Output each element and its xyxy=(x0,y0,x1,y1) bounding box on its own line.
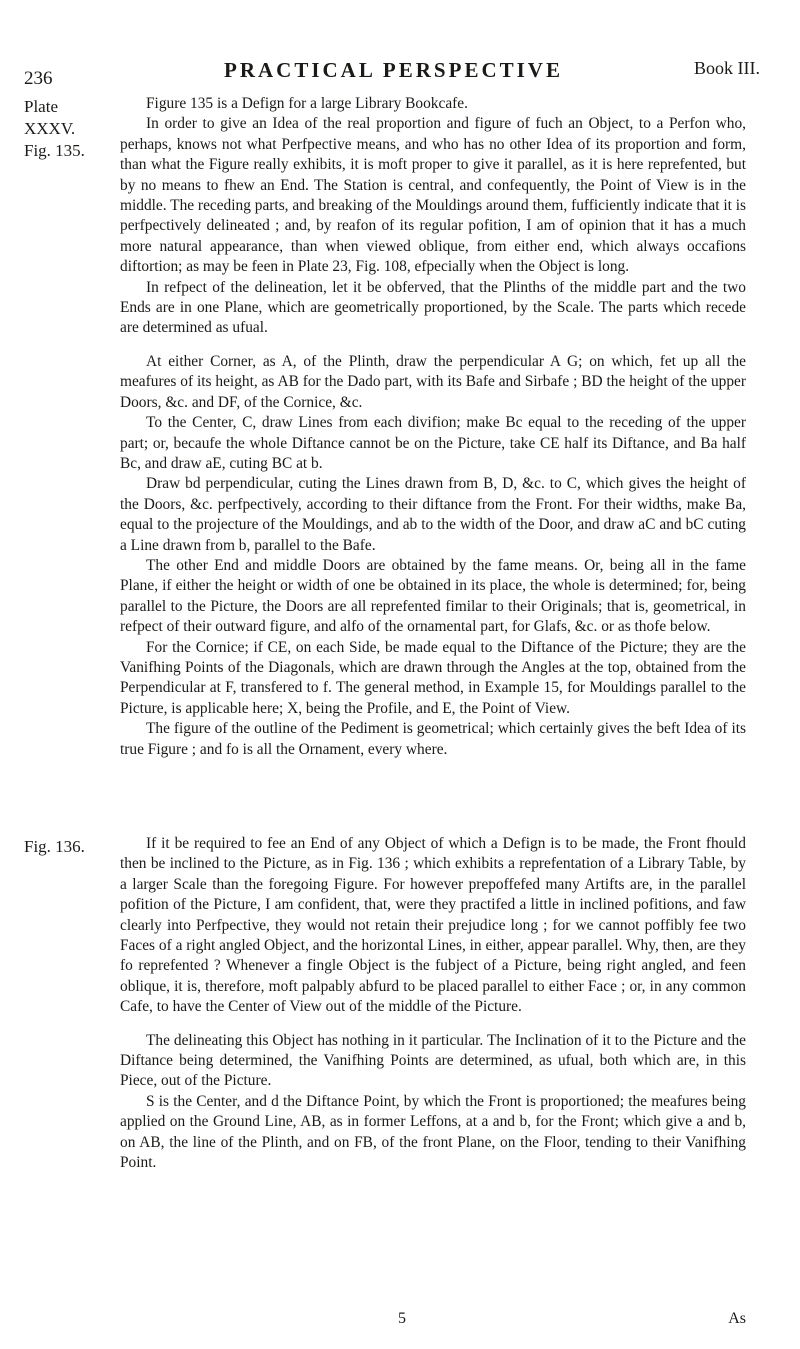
signature-mark: 5 xyxy=(398,1310,406,1327)
page-number: 236 xyxy=(24,68,53,89)
catchword: As xyxy=(728,1310,746,1327)
paragraph: In refpect of the delineation, let it be obferved, that the Plinths of the middle part and the two Ends are in one Plane, which are geometrically proportioned, by the Scale. The parts which recede are determined as ufual. xyxy=(120,278,746,337)
paragraph: The figure of the outline of the Pediment is geometrical; which certainly gives the beft Idea of its true Figure ; and fo is all the Ornament, every where. xyxy=(120,720,746,758)
text-block-lower xyxy=(120,834,746,1174)
paragraph: In order to give an Idea of the real proportion and figure of fuch an Object, to a Perfon who, perhaps, knows not what Perfpective means, and who has no other Idea of its proportion and form, than what the Figure really exhibits, it is moft proper to give it parallel, as it is here reprefented, but by no means to fhew an End. The Station is central, and confequently, the Point of View is in the middle. The receding parts, and breaking of the Mouldings around them, fufficiently indicate that it is perfpectively delineated ; and, by reafon of its regular pofition, I am of opinion that it has a much more natural appearance, than when viewed oblique, from either end, which always occafions diftortion; as may be feen in Plate 23, Fig. 108, efpecially when the Object is long. xyxy=(120,115,747,276)
paragraph: S is the Center, and d the Diftance Point, by which the Front is proportioned; the meafures being applied on the Ground Line, AB, as in former Leffons, at a and b, for the Front; which give a and b, on AB, the line of the Plinth, and on FB, of the front Plane, on the Floor, tending to their Vanifhing Point. xyxy=(120,1092,746,1172)
running-head: PRACTICAL PERSPECTIVE xyxy=(224,58,563,82)
margin-plate-number: XXXV. xyxy=(24,119,76,138)
paragraph: Draw bd perpendicular, cuting the Lines drawn from B, D, &c. to C, which gives the height of the Doors, &c. perfpectively, according to their diftance from the Front. For their widths, make Ba, equal to the projecture of the Mouldings, and ab to the width of the Door, and draw aC and bC cuting a Line drawn from b, parallel to the Bafe. xyxy=(120,475,746,554)
paragraph: The other End and middle Doors are obtained by the fame means. Or, being all in the fame Plane, if either the height or width of one be obtained in its place, the whole is determined; for, being parallel to the Picture, the Doors are all reprefented fimilar to their Originals; that is, geometrical, in refpect of their outward figure, and alfo of the ornamental part, for Glafs, &c. or as thofe below. xyxy=(120,556,746,636)
paragraph: To the Center, C, draw Lines from each divifion; make Bc equal to the receding of the upper part; or, becaufe the whole Diftance cannot be on the Picture, take CE half its Diftance, and Ba half Bc, and draw aE, cuting BC at b. xyxy=(120,414,746,472)
book-number: Book III. xyxy=(694,58,760,78)
margin-fig-136: Fig. 136. xyxy=(24,837,85,856)
paragraph: At either Corner, as A, of the Plinth, draw the perpendicular A G; on which, fet up all the meafures of its height, as AB for the Dado part, with its Bafe and Sirbafe ; BD the height of the upper Doors, &c. and DF, of the Cornice, &c. xyxy=(120,352,746,411)
margin-plate-label: Plate xyxy=(24,97,58,116)
paragraph: If it be required to fee an End of any Object of which a Defign is to be made, the Front fhould then be inclined to the Picture, as in Fig. 136 ; which exhibits a reprefentation of a Library Table, by a larger Scale than the foregoing Figure. For however prepoffefed many Artifts are, in the parallel pofition of the Picture, I am confident, that, were they practifed a little in inclined pofitions, and faw clearly into Perfpective, they would not retain their prejudice long ; for we cannot poffibly fee two Faces of a right angled Object, and the horizontal Lines, in either, appear parallel. Why, then, are they fo reprefented ? Whenever a fingle Object is the fubject of a Picture, being right angled, and feen oblique, it is, therefore, moft palpably abfurd to be placed parallel to either Face ; or, in any common Cafe, to have the Center of View out of the middle of the Picture. xyxy=(120,835,746,1016)
page-header xyxy=(24,54,760,89)
paragraph: For the Cornice; if CE, on each Side, be made equal to the Diftance of the Picture; they are the Vanifhing Points of the Diagonals, which are drawn through the Angles at the top, obtained from the Perpendicular at F, transfered to f. The general method, in Example 15, for Mouldings parallel to the Picture, is applicable here; X, being the Profile, and E, the Point of View. xyxy=(120,638,746,717)
paragraph: The delineating this Object has nothing in it particular. The Inclination of it to the Picture and the Diftance being determined, the Vanifhing Points are determined, as ufual, both which are, in this Piece, out of the Picture. xyxy=(120,1031,746,1090)
margin-fig-135: Fig. 135. xyxy=(24,141,85,160)
paragraph: Figure 135 is a Defign for a large Library Bookcafe. xyxy=(146,95,468,112)
text-block-upper xyxy=(120,94,746,760)
